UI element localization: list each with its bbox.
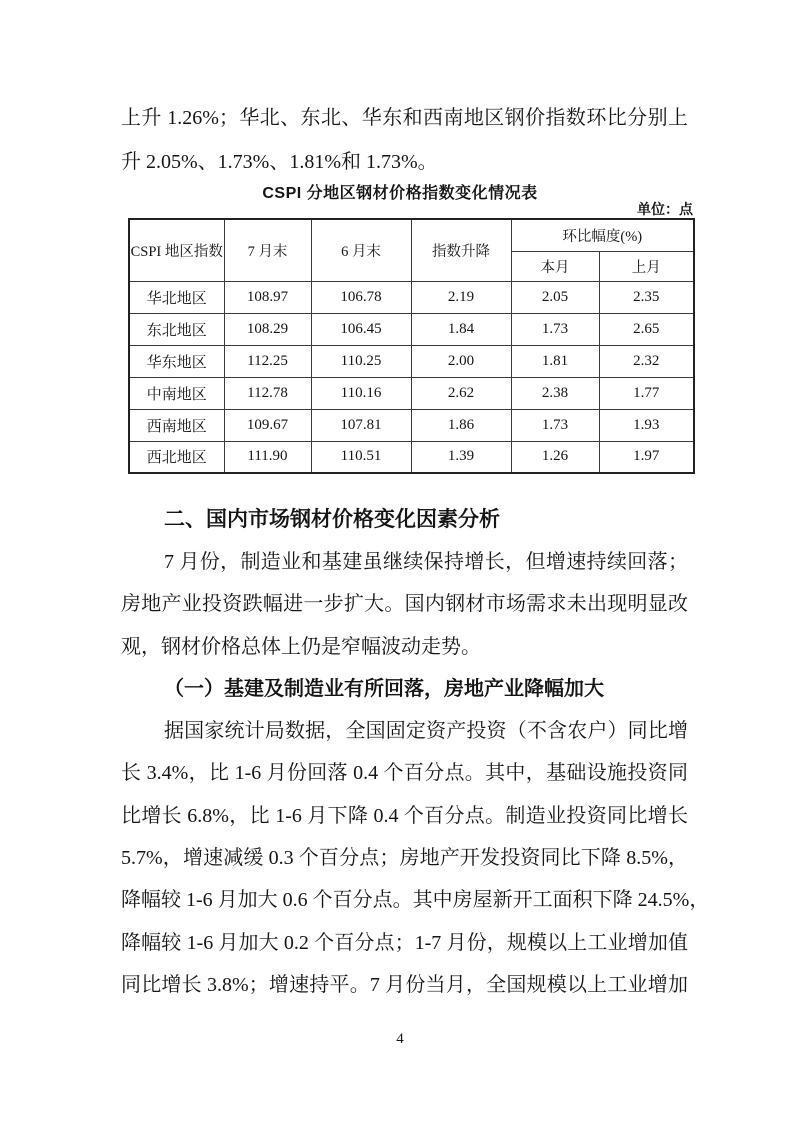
cell-region: 华东地区 [129, 345, 224, 377]
table-title: CSPI 分地区钢材价格指数变化情况表 [262, 185, 538, 202]
cell-this-month: 1.73 [511, 409, 599, 441]
cell-last-month: 1.97 [599, 441, 694, 473]
cell-last-month: 2.32 [599, 345, 694, 377]
cell-end-june: 110.25 [311, 345, 411, 377]
table-row [129, 377, 694, 409]
cell-this-month: 2.38 [511, 377, 599, 409]
cell-region: 华北地区 [129, 281, 224, 313]
paragraph-line: 观，钢材价格总体上仍是窄幅波动走势。 [121, 635, 481, 658]
subsection-heading: （一）基建及制造业有所回落，房地产业降幅加大 [164, 677, 604, 700]
table-row [129, 281, 694, 313]
paragraph-line: 5.7%，增速减缓 0.3 个百分点；房地产开发投资同比下降 8.5%， [121, 847, 688, 870]
table-row [129, 345, 694, 377]
paragraph-line: 同比增长 3.8%；增速持平。7 月份当月，全国规模以上工业增加 [121, 973, 688, 996]
cell-end-july: 112.78 [224, 377, 311, 409]
cell-last-month: 2.35 [599, 281, 694, 313]
intro-paragraph [121, 96, 688, 184]
cell-last-month: 1.93 [599, 409, 694, 441]
cell-this-month: 1.26 [511, 441, 599, 473]
cell-index-change: 2.19 [411, 281, 511, 313]
cell-this-month: 1.73 [511, 313, 599, 345]
header-end-june: 6 月末 [311, 219, 411, 281]
paragraph-line: 7 月份，制造业和基建虽继续保持增长，但增速持续回落； [164, 551, 688, 573]
cell-last-month: 1.77 [599, 377, 694, 409]
cell-this-month: 1.81 [511, 345, 599, 377]
cell-region: 西北地区 [129, 441, 224, 473]
header-this-month: 本月 [511, 251, 599, 281]
paragraph-line: 据国家统计局数据，全国固定资产投资（不含农户）同比增 [164, 720, 688, 743]
cell-index-change: 1.39 [411, 441, 511, 473]
header-last-month: 上月 [599, 251, 694, 281]
cell-end-june: 107.81 [311, 409, 411, 441]
cell-end-june: 110.51 [311, 441, 411, 473]
cspi-region-index-table [128, 218, 695, 474]
cell-index-change: 1.84 [411, 313, 511, 345]
cell-index-change: 2.00 [411, 345, 511, 377]
cell-last-month: 2.65 [599, 313, 694, 345]
cell-this-month: 2.05 [511, 281, 599, 313]
header-region: CSPI 地区指数 [129, 219, 224, 281]
cell-index-change: 2.62 [411, 377, 511, 409]
cell-index-change: 1.86 [411, 409, 511, 441]
paragraph-line: 降幅较 1-6 月加大 0.6 个百分点。其中房屋新开工面积下降 24.5%， [121, 889, 710, 912]
table-header-row [129, 219, 694, 251]
cell-end-june: 106.45 [311, 313, 411, 345]
cell-end-july: 111.90 [224, 441, 311, 473]
cell-region: 西南地区 [129, 409, 224, 441]
header-index-change: 指数升降 [411, 219, 511, 281]
cell-region: 中南地区 [129, 377, 224, 409]
cell-end-june: 106.78 [311, 281, 411, 313]
header-mom-range: 环比幅度(%) [511, 219, 694, 251]
paragraph-line: 升 2.05%、1.73%、1.81%和 1.73%。 [121, 151, 438, 173]
cell-end-july: 108.29 [224, 313, 311, 345]
paragraph-line: 比增长 6.8%，比 1-6 月下降 0.4 个百分点。制造业投资同比增长 [121, 804, 688, 827]
paragraph-line: 房地产业投资跌幅进一步扩大。国内钢材市场需求未出现明显改 [121, 593, 688, 616]
analysis-paragraphs [121, 541, 710, 1006]
page-number: 4 [396, 1031, 404, 1047]
cell-end-july: 112.25 [224, 345, 311, 377]
table-row [129, 313, 694, 345]
section-heading: 二、国内市场钢材价格变化因素分析 [164, 508, 500, 531]
cell-region: 东北地区 [129, 313, 224, 345]
paragraph-line: 降幅较 1-6 月加大 0.2 个百分点；1-7 月份，规模以上工业增加值 [121, 931, 688, 954]
paragraph-line: 长 3.4%，比 1-6 月份回落 0.4 个百分点。其中，基础设施投资同 [121, 762, 688, 785]
cell-end-july: 109.67 [224, 409, 311, 441]
paragraph-line: 上升 1.26%；华北、东北、华东和西南地区钢价指数环比分别上 [121, 107, 688, 129]
table-row [129, 441, 694, 473]
cell-end-july: 108.97 [224, 281, 311, 313]
table-unit-label: 单位：点 [637, 201, 693, 217]
cell-end-june: 110.16 [311, 377, 411, 409]
table-row [129, 409, 694, 441]
header-end-july: 7 月末 [224, 219, 311, 281]
